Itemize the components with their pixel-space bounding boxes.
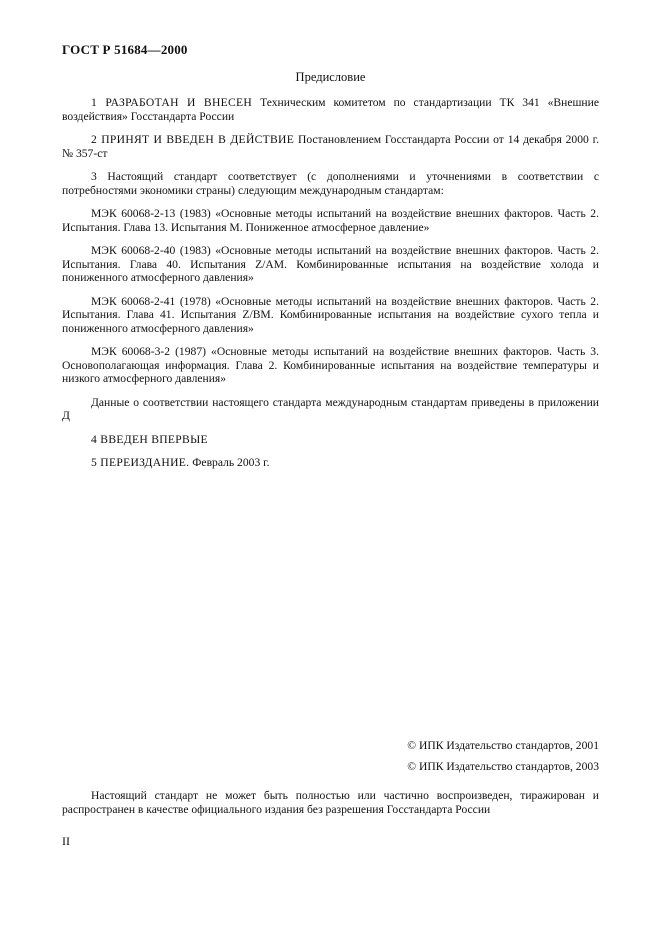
copyright-line-2: © ИПК Издательство стандартов, 2003 xyxy=(407,760,599,773)
copyright-line-1: © ИПК Издательство стандартов, 2001 xyxy=(407,739,599,752)
copyright-block xyxy=(62,735,599,777)
preface-item-3: 3 Настоящий стандарт соответствует (с дополнениями и уточнениями в соответствии с потребностями экономики страны) следующим международным стандартам: xyxy=(62,170,599,197)
appendix-note: Данные о соответствии настоящего стандарта международным стандартам приведены в приложении Д xyxy=(62,395,599,422)
standard-reference-4: МЭК 60068-3-2 (1987) «Основные методы испытаний на воздействие внешних факторов. Часть 3. Основополагающая информация. Глава 2. Комбинированные испытания на воздействие температуры и низкого атмосферного давления» xyxy=(62,345,599,385)
preface-item-1 xyxy=(62,96,599,123)
preface-item-5 xyxy=(62,456,599,470)
preface-item-5-text: Февраль 2003 г. xyxy=(189,456,270,469)
preface-item-2-lead: 2 ПРИНЯТ И ВВЕДЕН В ДЕЙСТВИЕ xyxy=(91,133,295,146)
standard-reference-2: МЭК 60068-2-40 (1983) «Основные методы испытаний на воздействие внешних факторов. Часть 2. Испытания. Глава 40. Испытания Z/AM. Комбинированные испытания на воздействие холода и пониженного атмосферного давления» xyxy=(62,244,599,284)
preface-item-1-lead: 1 РАЗРАБОТАН И ВНЕСЕН xyxy=(91,96,253,109)
preface-item-5-lead: 5 ПЕРЕИЗДАНИЕ. xyxy=(91,456,190,469)
preface-item-2 xyxy=(62,133,599,160)
preface-body xyxy=(62,96,599,480)
reproduction-notice: Настоящий стандарт не может быть полностью или частично воспроизведен, тиражирован и распространен в качестве официального издания без разрешения Госстандарта России xyxy=(62,789,599,816)
preface-item-2-text: Постановлением Госстандарта России от 14 декабря 2000 г. № 357-ст xyxy=(62,133,599,160)
preface-item-1-text: Техническим комитетом по стандартизации ТК 341 «Внешние воздействия» Госстандарта России xyxy=(62,96,599,123)
page-number: II xyxy=(62,834,70,848)
standard-reference-3: МЭК 60068-2-41 (1978) «Основные методы испытаний на воздействие внешних факторов. Часть 2. Испытания. Глава 41. Испытания Z/BM. Комбинированные испытания на воздействие сухого тепла и пониженного атмосферного давления» xyxy=(62,294,599,335)
preface-title: Предисловие xyxy=(295,70,366,84)
standard-code-header: ГОСТ Р 51684—2000 xyxy=(62,42,188,57)
preface-item-4: 4 ВВЕДЕН ВПЕРВЫЕ xyxy=(91,432,208,446)
standard-reference-1: МЭК 60068-2-13 (1983) «Основные методы испытаний на воздействие внешних факторов. Часть 2. Испытания. Глава 13. Испытания М. Пониженное атмосферное давление» xyxy=(62,207,599,234)
